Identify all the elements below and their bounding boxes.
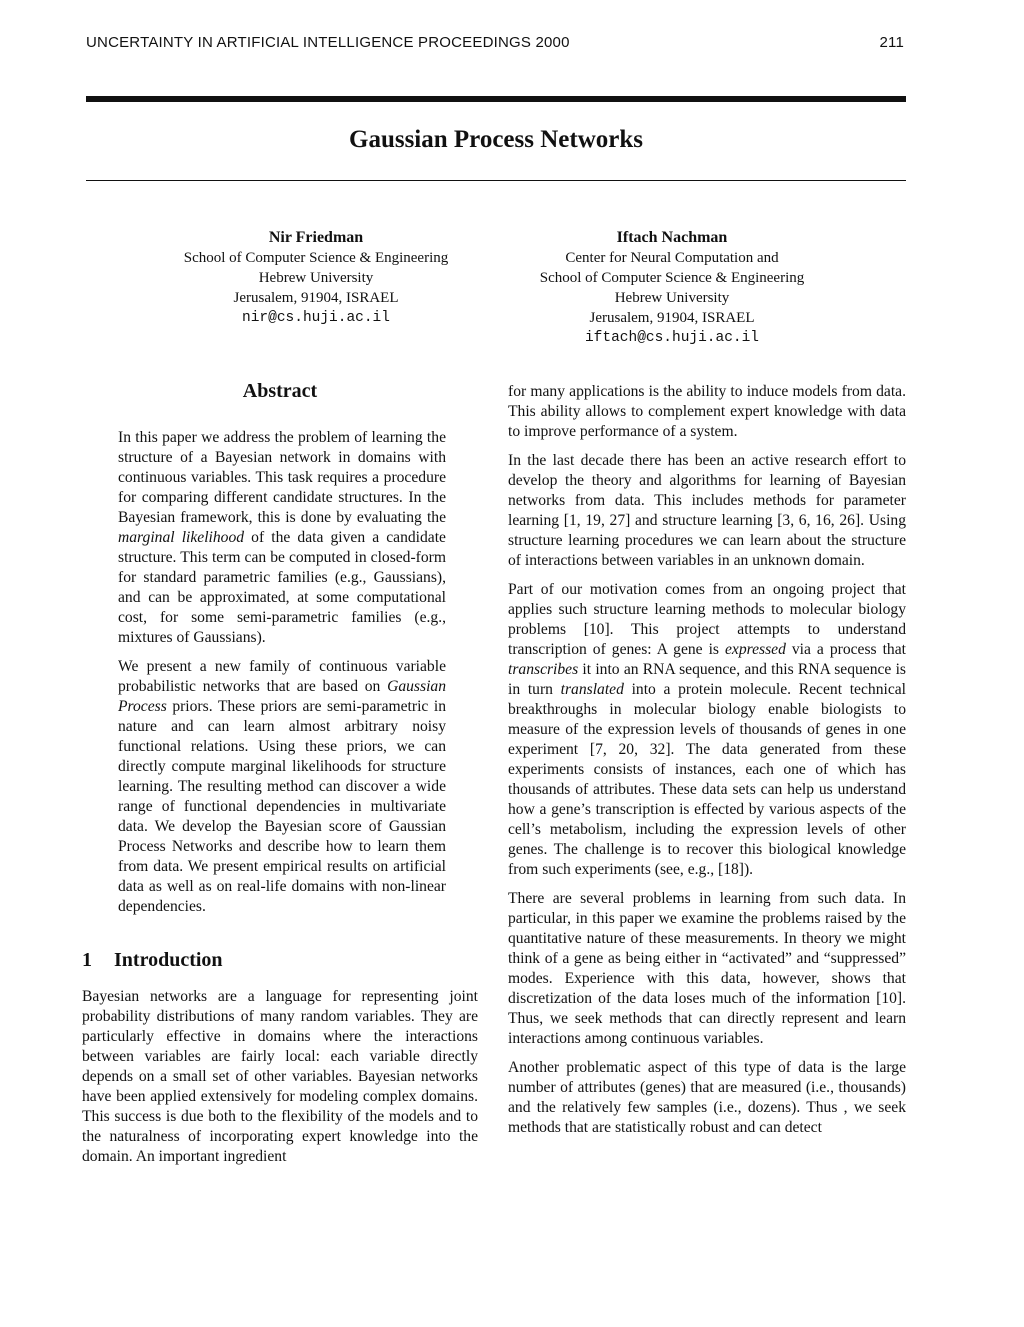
abstract-body <box>82 428 478 917</box>
page-number: 211 <box>879 34 904 51</box>
author-email: iftach@cs.huji.ac.il <box>584 330 760 346</box>
abstract-paragraph: We present a new family of continuous variable probabilistic networks that are based on Gaussian Process priors. These priors are semi-parametric in nature and can learn almost arbitrary noisy functional relations. Using these priors, we can directly compute marginal likelihoods for structure learning. The resulting method can discover a wide range of functional dependencies in multivariate data. We develop the Bayesian score of Gaussian Process Networks and describe how to learn them from data. We present empirical results on artificial data as well as on real-life domains with non-linear dependencies. <box>118 658 446 915</box>
author-affiliation: Hebrew University <box>614 290 730 306</box>
body-paragraph: for many applications is the ability to induce models from data. This ability allows to complement expert knowledge with data to improve performance of a system. <box>508 383 906 440</box>
body-paragraph: There are several problems in learning from such data. In particular, in this paper we examine the problems raised by the quantitative nature of these measurements. In theory we might think of a gene as being either in “activated” and “suppressed” modes. Experience with this data, however, shows that discretization of the data loses much of the information [10]. Thus, we seek methods that can directly represent and learn interactions among continuous variables. <box>508 890 906 1047</box>
body-paragraph: Bayesian networks are a language for representing joint probability distributions of many random variables. They are particularly effective in domains where the interactions between variables are fairly local: each variable directly depends on a small set of other variables. Bayesian networks have been applied extensively for modeling complex domains. This success is due both to the flexibility of the models and to the naturalness of incorporating expert knowledge into the domain. An important ingredient <box>82 988 478 1165</box>
author-block-1 <box>136 228 496 328</box>
left-column <box>82 378 478 1176</box>
body-paragraph: Another problematic aspect of this type of data is the large number of attributes (genes) that are measured (i.e., thousands) and the relatively few samples (i.e., dozens). Thus , we seek methods that are statistically robust and can detect <box>508 1059 906 1136</box>
abstract-heading: Abstract <box>242 380 318 402</box>
author-affiliation: Center for Neural Computation and <box>565 250 779 266</box>
author-affiliation: Hebrew University <box>258 270 374 286</box>
paper-title: Gaussian Process Networks <box>349 126 643 153</box>
author-affiliation: Jerusalem, 91904, ISRAEL <box>233 290 399 306</box>
author-name: Iftach Nachman <box>616 229 728 246</box>
author-affiliation: School of Computer Science & Engineering <box>183 250 449 266</box>
author-name: Nir Friedman <box>268 229 364 246</box>
author-block-2 <box>492 228 852 348</box>
author-affiliation: School of Computer Science & Engineering <box>539 270 805 286</box>
body-paragraph: Part of our motivation comes from an ongoing project that applies such structure learning methods to molecular biology problems [10]. This project attempts to understand transcription of genes: A gene is expressed via a process that transcribes it into an RNA sequence, and this RNA sequence is in turn translated into a protein molecule. Recent technical breakthroughs in molecular biology enable biologists to measure of the expression levels of thousands of genes in one experiment [7, 20, 32]. The data generated from these experiments consists of instances, each one of which has thousands of attributes. These data sets can help us understand how a gene’s transcription is effected by various aspects of the cell’s metabolism, including the expression levels of other genes. The challenge is to recover this biological knowledge from such experiments (see, e.g., [18]). <box>508 581 906 878</box>
abstract-paragraph: In this paper we address the problem of learning the structure of a Bayesian network in domains with continuous variables. This task requires a procedure for comparing different candidate structures. In the Bayesian framework, this is done by evaluating the marginal likelihood of the data given a candidate structure. This term can be computed in closed-form for standard parametric families (e.g., Gaussians), and can be approximated, at some computational cost, for some semi-parametric families (e.g., mixtures of Gaussians). <box>118 429 446 646</box>
running-header <box>86 34 904 51</box>
section-heading-introduction <box>82 947 478 973</box>
author-email: nir@cs.huji.ac.il <box>242 310 390 326</box>
body-paragraph: In the last decade there has been an active research effort to develop the theory and algorithms for learning of Bayesian networks from data. This includes methods for parameter learning [1, 19, 27] and structure learning [3, 6, 16, 26]. Using structure learning procedures we can learn about the structure of interactions between variables in an unknown domain. <box>508 452 906 569</box>
author-affiliation: Jerusalem, 91904, ISRAEL <box>589 310 755 326</box>
section-title: Introduction <box>114 949 223 971</box>
right-column <box>508 382 906 1147</box>
section-number: 1 <box>82 949 92 971</box>
running-header-title: UNCERTAINTY IN ARTIFICIAL INTELLIGENCE PROCEEDINGS 2000 <box>86 34 570 51</box>
title-bottom-rule <box>86 180 906 181</box>
title-top-rule <box>86 96 906 102</box>
